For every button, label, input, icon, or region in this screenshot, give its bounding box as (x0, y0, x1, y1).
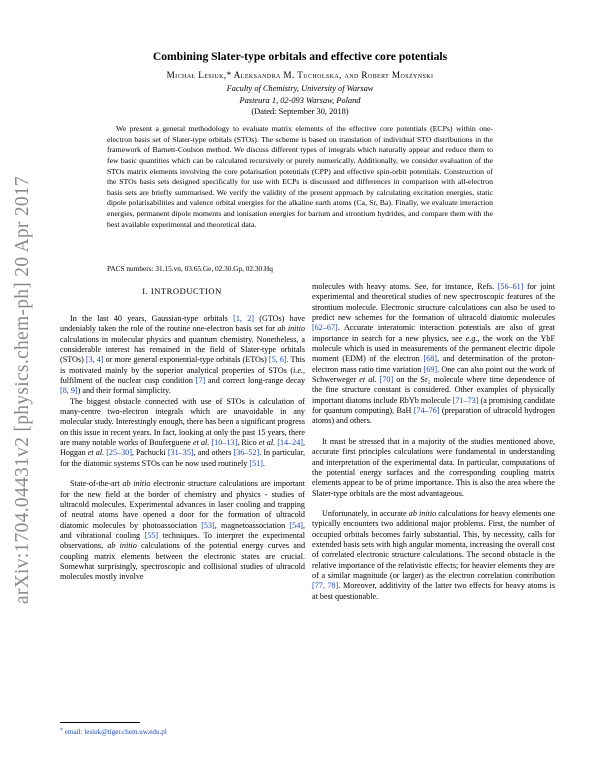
emphasis: e.g. (465, 333, 478, 343)
pacs-numbers: PACS numbers: 31.15.vn, 03.65.Ge, 02.30.Gp, 02.30.Hq (107, 264, 273, 273)
text-run: It must be stressed that in a majority of the studies mentioned above, accurate first principles calculations were fundamental in understanding and interpretation of the experimental data. In particular, computations of the potential energy surfaces and the corresponding coupling matrix elements appear to be of prime importance. This is also the area where the Slater-type orbitals are the most advantageous. (312, 436, 555, 498)
email-link[interactable]: lesiuk@tiger.chem.uw.edu.pl (84, 728, 167, 736)
text-run: , and vibrational cooling (60, 520, 305, 540)
paragraph (312, 437, 555, 499)
footnote-marker: * (60, 728, 63, 734)
emphasis: et al. (193, 438, 210, 448)
citation-link[interactable]: [51] (249, 458, 263, 468)
text-run: (preparation of ultracold hydrogen atoms) and others. (312, 406, 555, 426)
text-run: ) and their formal simplicity. (77, 386, 171, 396)
paper-title: Combining Slater-type orbitals and effective core potentials (152, 50, 448, 63)
paragraph (312, 509, 555, 602)
abstract: We present a general methodology to evaluate matrix elements of the effective core potentials (ECPs) within one-electron basis set of Slater-type orbitals (STOs). The scheme is based on translation of individual STO distributions in the framework of Barnett-Coulson method. We discuss different types of integrals which naturally appear and reduce them to few basic quantities which can be calculated recursively or purely numerically. Additionally, we consider evaluation of the STOs matrix elements involving the core polarisation potentials (CPP) and effective spin-orbit potentials. Construction of the STOs basis sets designed specifically for use with ECPs is discussed and differences in comparison with all-electron basis sets are briefly summarised. We verify the validity of the present approach by calculating excitation energies, static dipole polarisabilities and valence orbital energies for the alkaline earth atoms (Ca, Sr, Ba). Finally, we evaluate interaction energies, permanent dipole moments and ionisation energies for barium and strontium hydrides, and compare them with the best available experimental and theoretical data. (107, 124, 493, 229)
emphasis: et al. (359, 375, 377, 385)
emphasis: et al. (87, 448, 105, 458)
citation-link[interactable]: [77, 78] (312, 581, 339, 591)
text-run: . Accurate interatomic interaction potentials are also of great importance in search for a new physics, see (312, 323, 555, 343)
footnote-divider (60, 722, 140, 723)
text-run: , fulfilment of the nuclear cusp condition (60, 365, 305, 386)
citation-link[interactable]: [14–24] (277, 438, 303, 448)
emphasis: ab initio (122, 479, 151, 489)
citation-link[interactable]: [31–35] (167, 448, 194, 458)
section-heading-introduction: I. INTRODUCTION (142, 286, 222, 296)
text-run: . In particular, for the diatomic systems STOs can be now used routinely (60, 448, 306, 468)
citation-link[interactable]: [71–73] (452, 395, 479, 405)
citation-link[interactable]: [5, 6] (268, 355, 287, 365)
emphasis: ab initio (408, 508, 437, 518)
citation-link[interactable]: [74–76] (413, 406, 440, 416)
text-run: In the last 40 years, Gaussian-type orbitals (70, 314, 234, 323)
paragraph (312, 282, 555, 427)
text-run: . This is motivated mainly by the superior analytical properties of STOs ( (60, 355, 305, 375)
emphasis: et al. (258, 438, 276, 448)
text-run: calculations of the potential energy curves and coupling matrix elements between the electronic states are crucial. Somewhat surprisingly, spectroscopic and collisional studies of ultracold molecules mostly involve (60, 541, 306, 582)
text-run: , and others (193, 448, 234, 458)
citation-link[interactable]: [68] (423, 354, 437, 364)
text-run: and correct long-range decay (205, 376, 306, 386)
text-run: , Pachucki (131, 448, 168, 458)
text-run: , Hoggan (60, 438, 306, 458)
citation-link[interactable]: [36–52] (233, 448, 260, 458)
emphasis: ab initio (107, 541, 137, 551)
citation-link[interactable]: [53] (201, 520, 215, 530)
affiliation: Faculty of Chemistry, University of Warsaw (226, 84, 374, 93)
text-run: calculations in molecular physics and quantum chemistry. Nonetheless, a considerable interest has remained in the field of Slater-type orbitals (STOs) (60, 334, 305, 365)
text-run: techniques. To interpret the experimental observations, (60, 530, 305, 551)
citation-link[interactable]: [56–61] (497, 282, 524, 291)
text-run: The biggest obstacle connected with use of STOs is calculation of many-centre two-electron integrals which are unavoidable in any molecular study. Interestingly enough, there has been a significant progress on this issue in recent years. In fact, looking at only the past 15 years, there are many notable works of Bouferguene (60, 396, 305, 448)
text-run: molecules with heavy atoms. See, for instance, Refs. (312, 282, 498, 291)
footnote (60, 728, 167, 736)
text-run: electronic structure calculations are important for the new field at the border of chemistry and physics - studies of ultracold molecules. Experimental advances in laser cooling and trapping of neutral atoms have opened a door for the formation of ultracold diatomic molecules by photoassociation (60, 479, 305, 530)
citation-link[interactable]: [7] (195, 376, 206, 386)
citation-link[interactable]: [55] (144, 530, 159, 540)
paragraph (60, 397, 305, 469)
text-run: , Rico (237, 438, 259, 448)
text-run: . One can also point out the work of Schwerweger (312, 364, 555, 385)
citation-link[interactable]: [10–13] (211, 438, 238, 448)
text-run: State-of-the-art (70, 479, 123, 489)
citation-link[interactable]: [8, 9] (60, 386, 78, 396)
author-list: Michał Lesiuk,* Aleksandra M. Tucholska, and Robert Moszynski (166, 70, 434, 80)
arxiv-identifier (8, 150, 38, 630)
emphasis: ab initio (277, 324, 305, 334)
citation-link[interactable]: [25–30] (106, 448, 132, 458)
text-run: for joint experimental and theoretical studies of new spectroscopic features of the strontium molecule. Electronic structure calculations can also be used to predict new schemes for the formation of ultracold diatomic molecules (312, 282, 555, 323)
text-run: calculations for heavy elements one typically encounters two additional major problems. First, the number of occupied orbitals becomes fairly substantial. This, by necessity, calls for extended basis sets with high angular momenta, increasing the overall cost of correlated electronic structure calculations. The second obstacle is the relative importance of the relativistic effects; for heavier elements they are of a similar magnitude (or larger) as the electron correlation contribution (312, 508, 555, 580)
paragraph (60, 479, 305, 582)
text-run: (a promising candidate for quantum computing), BaH (312, 395, 555, 416)
arxiv-id-text: arXiv:1704.04431v2 [physics.chem-ph] 20 Apr 2017 (12, 175, 33, 605)
text-run: Unfortunately, in accurate (322, 508, 409, 518)
text-run: , the work on the YbF molecule which is used in measurements of the permanent electric dipole moment (EDM) of the electron (312, 333, 555, 364)
citation-link[interactable]: [62–67] (312, 323, 338, 333)
text-run: or more general exponential-type orbitals (ETOs) (103, 355, 269, 365)
footnote-label: email: (64, 728, 83, 736)
right-column (312, 282, 555, 602)
citation-link[interactable]: [3, 4] (85, 355, 104, 365)
paragraph (60, 314, 305, 397)
citation-link[interactable]: [70] (379, 375, 394, 385)
text-run: (GTOs) have undeniably taken the role of the routine one-electron basis set for (60, 314, 305, 334)
emphasis: i.e. (293, 365, 303, 375)
left-column (60, 314, 305, 583)
text-run: . (262, 458, 265, 468)
citation-link[interactable]: [1, 2] (233, 314, 254, 323)
citation-link[interactable]: [54] (289, 520, 303, 530)
text-run: , and determination of the proton-electron mass ratio time variation (312, 354, 555, 374)
text-run: . Moreover, additivity of the latter two effects for heavy atoms is at best questionable. (312, 581, 555, 601)
text-run: on the Sr₂ molecule where time dependence of the fine structure constant is considered. Other examples of physically important diatoms include RbYb molecule (312, 375, 555, 405)
text-run: , magnetoassociation (214, 520, 290, 530)
citation-link[interactable]: [69] (423, 364, 438, 374)
dated-line: (Dated: September 30, 2018) (251, 107, 349, 116)
address: Pasteura 1, 02-093 Warsaw, Poland (239, 96, 361, 105)
